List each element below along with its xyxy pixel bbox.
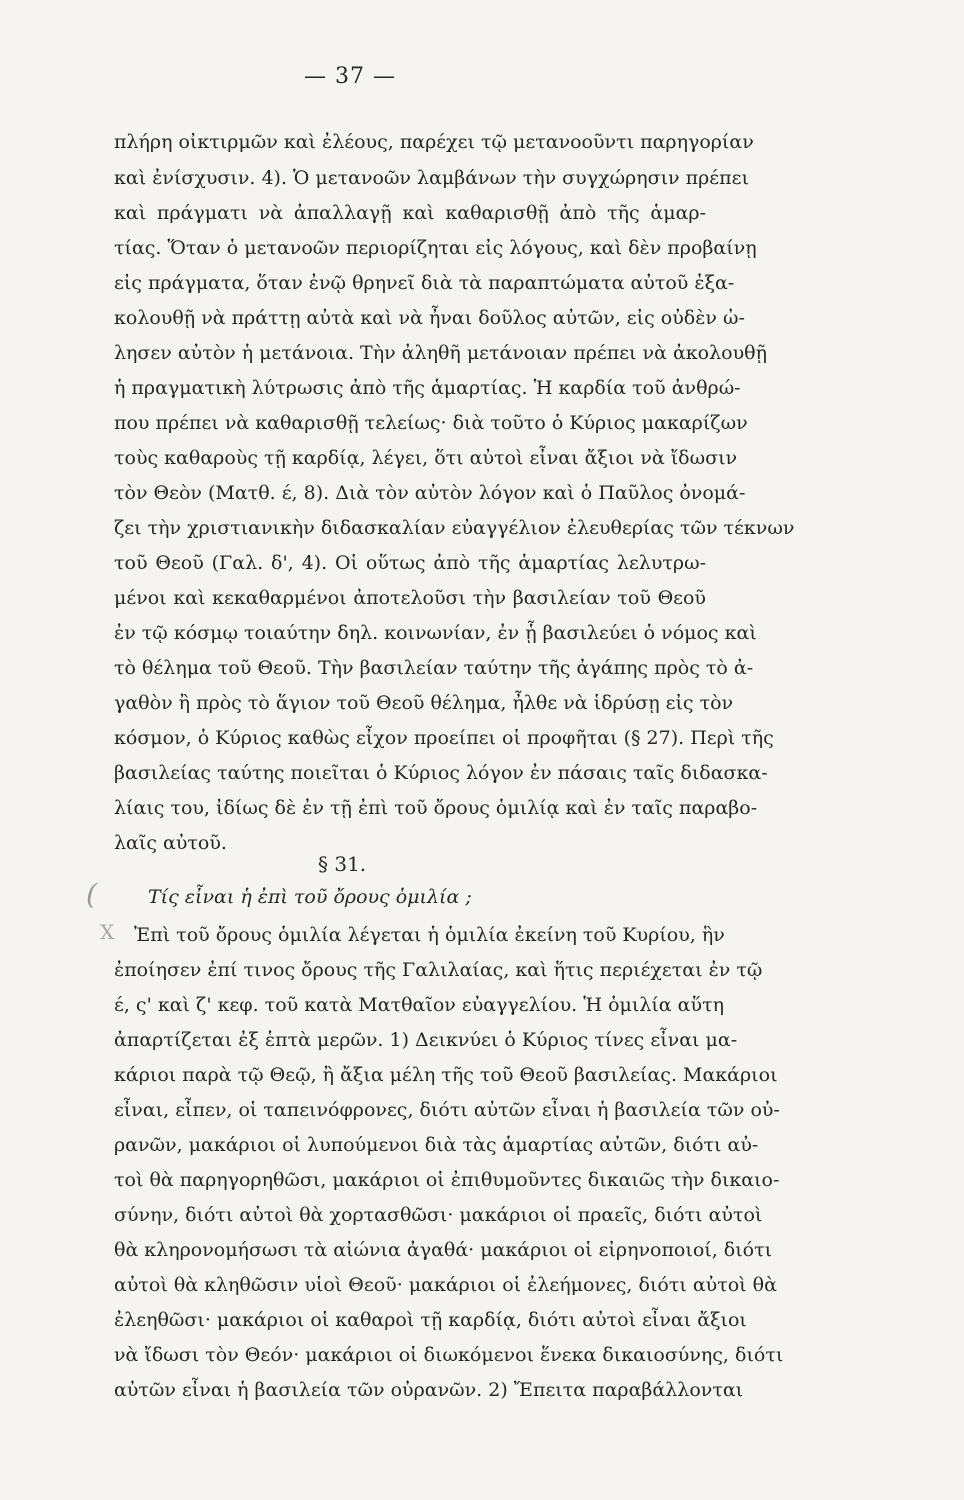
text-line: τοῦ Θεοῦ (Γαλ. δ', 4). Οἱ οὕτως ἀπὸ τῆς ἁμαρτίας λελυτρω- [114, 552, 706, 574]
text-line: πλήρη οἰκτιρμῶν καὶ ἐλέους, παρέχει τῷ μετανοοῦντι παρηγορίαν [114, 131, 754, 153]
text-line: θὰ κληρονομήσωσι τὰ αἰώνια ἀγαθά· μακάριοι οἱ εἰρηνοποιοί, διότι [114, 1239, 773, 1261]
text-line: νὰ ἴδωσι τὸν Θεόν· μακάριοι οἱ διωκόμενοι ἕνεκα δικαιοσύνης, διότι [114, 1344, 784, 1366]
text-line: ἐλεηθῶσι· μακάριοι οἱ καθαροὶ τῇ καρδίᾳ, διότι αὐτοὶ εἶναι ἄξιοι [114, 1309, 747, 1331]
text-line: κάριοι παρὰ τῷ Θεῷ, ἢ ἄξια μέλη τῆς τοῦ Θεοῦ βασιλείας. Μακάριοι [114, 1064, 778, 1086]
text-line: τὸν Θεὸν (Ματθ. έ, 8). Διὰ τὸν αὐτὸν λόγον καὶ ὁ Παῦλος ὀνομά- [114, 482, 746, 504]
text-line: εἶναι, εἶπεν, οἱ ταπεινόφρονες, διότι αὐτῶν εἶναι ἡ βασιλεία τῶν οὐ- [114, 1099, 780, 1121]
text-line: λίαις του, ἰδίως δὲ ἐν τῇ ἐπὶ τοῦ ὄρους ὁμιλίᾳ καὶ ἐν ταῖς παραβο- [114, 797, 758, 819]
text-line: τίας. Ὅταν ὁ μετανοῶν περιορίζηται εἰς λόγους, καὶ δὲν προβαίνῃ [114, 237, 757, 259]
text-line: λησεν αὐτὸν ἡ μετάνοια. Τὴν ἀληθῆ μετάνοιαν πρέπει νὰ ἀκολουθῇ [114, 342, 767, 364]
text-line: κόσμον, ὁ Κύριος καθὼς εἶχον προείπει οἱ προφῆται (§ 27). Περὶ τῆς [114, 727, 774, 749]
text-line: μένοι καὶ κεκαθαρμένοι ἀποτελοῦσι τὴν βασιλείαν τοῦ Θεοῦ [114, 587, 706, 609]
text-line: ἐποίησεν ἐπί τινος ὄρους τῆς Γαλιλαίας, καὶ ἥτις περιέχεται ἐν τῷ [114, 959, 763, 981]
text-line: ἀπαρτίζεται ἐξ ἑπτὰ μερῶν. 1) Δεικνύει ὁ Κύριος τίνες εἶναι μα- [114, 1029, 738, 1051]
text-line: τοὶ θὰ παρηγορηθῶσι, μακάριοι οἱ ἐπιθυμοῦντες δικαιῶς τὴν δικαιο- [114, 1169, 780, 1191]
text-line: ἐν τῷ κόσμῳ τοιαύτην δηλ. κοινωνίαν, ἐν ᾗ βασιλεύει ὁ νόμος καὶ [114, 622, 757, 644]
text-line: ζει τὴν χριστιανικὴν διδασκαλίαν εὐαγγέλιον ἐλευθερίας τῶν τέκνων [114, 517, 795, 539]
section-question: Τίς εἶναι ἡ ἐπὶ τοῦ ὄρους ὁμιλία ; [148, 886, 472, 908]
text-line: εἰς πράγματα, ὅταν ἐνῷ θρηνεῖ διὰ τὰ παραπτώματα αὐτοῦ ἐξα- [114, 272, 735, 294]
text-line: καὶ πράγματι νὰ ἀπαλλαγῇ καὶ καθαρισθῇ ἀπὸ τῆς ἁμαρ- [114, 202, 706, 224]
margin-pencil-mark: ( [86, 878, 97, 911]
text-line: γαθὸν ἢ πρὸς τὸ ἅγιον τοῦ Θεοῦ θέλημα, ἦλθε νὰ ἱδρύσῃ εἰς τὸν [114, 692, 734, 714]
text-line: έ, ς' καὶ ζ' κεφ. τοῦ κατὰ Ματθαῖον εὐαγγελίου. Ἡ ὁμιλία αὕτη [114, 994, 724, 1016]
text-line: Ἐπὶ τοῦ ὄρους ὁμιλία λέγεται ἡ ὁμιλία ἐκείνη τοῦ Κυρίου, ἣν [134, 924, 725, 946]
text-line: που πρέπει νὰ καθαρισθῇ τελείως· διὰ τοῦτο ὁ Κύριος μακαρίζων [114, 412, 748, 434]
text-line: τὸ θέλημα τοῦ Θεοῦ. Τὴν βασιλείαν ταύτην τῆς ἀγάπης πρὸς τὸ ἀ- [114, 657, 754, 679]
text-line: ρανῶν, μακάριοι οἱ λυπούμενοι διὰ τὰς ἁμαρτίας αὐτῶν, διότι αὐ- [114, 1134, 759, 1156]
text-line: βασιλείας ταύτης ποιεῖται ὁ Κύριος λόγον ἐν πάσαις ταῖς διδασκα- [114, 762, 768, 784]
text-line: λαῖς αὐτοῦ. [114, 832, 227, 854]
text-line: ἡ πραγματικὴ λύτρωσις ἀπὸ τῆς ἁμαρτίας. Ἡ καρδία τοῦ ἀνθρώ- [114, 377, 741, 399]
text-line: κολουθῇ νὰ πράττῃ αὐτὰ καὶ νὰ ἦναι δοῦλος αὐτῶν, εἰς οὐδὲν ὠ- [114, 307, 745, 329]
margin-pencil-mark: X [100, 920, 115, 944]
page-number: — 37 — [304, 64, 396, 89]
text-line: σύνην, διότι αὐτοὶ θὰ χορτασθῶσι· μακάριοι οἱ πραεῖς, διότι αὐτοὶ [114, 1204, 763, 1226]
text-line: αὐτοὶ θὰ κληθῶσιν υἱοὶ Θεοῦ· μακάριοι οἱ ἐλεήμονες, διότι αὐτοὶ θὰ [114, 1274, 777, 1296]
text-line: αὐτῶν εἶναι ἡ βασιλεία τῶν οὐρανῶν. 2) Ἔπειτα παραβάλλονται [114, 1379, 744, 1401]
text-line: τοὺς καθαροὺς τῇ καρδίᾳ, λέγει, ὅτι αὐτοὶ εἶναι ἄξιοι νὰ ἴδωσιν [114, 447, 738, 469]
text-line: καὶ ἐνίσχυσιν. 4). Ὁ μετανοῶν λαμβάνων τὴν συγχώρησιν πρέπει [114, 167, 749, 189]
section-heading: § 31. [318, 852, 367, 876]
